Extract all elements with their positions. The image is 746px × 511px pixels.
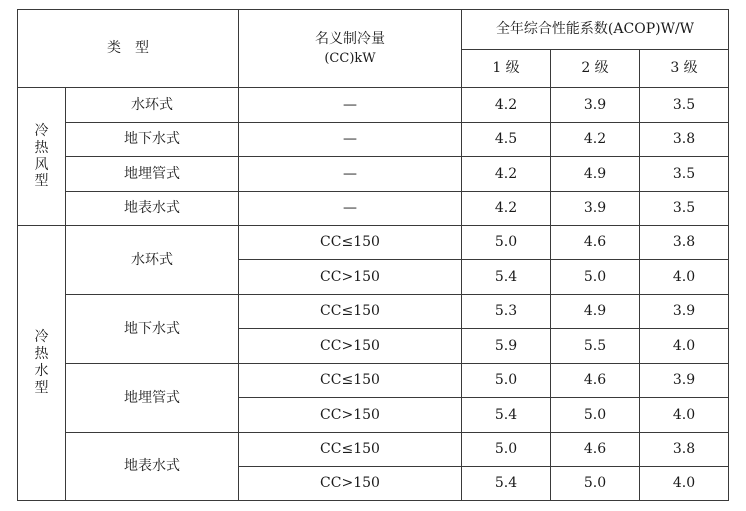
type-header: 类 型 xyxy=(18,10,239,88)
grade-3-cell: 3.9 xyxy=(640,364,729,398)
grade-1-cell: 5.9 xyxy=(462,329,551,364)
subtype-cell: 地下水式 xyxy=(66,123,239,157)
grade-1-cell: 4.2 xyxy=(462,157,551,192)
grade-2-cell: 4.9 xyxy=(551,157,640,192)
grade-2-cell: 4.9 xyxy=(551,295,640,329)
grade-3-cell: 3.9 xyxy=(640,295,729,329)
grade-2-cell: 3.9 xyxy=(551,88,640,123)
grade-2-cell: 5.0 xyxy=(551,467,640,501)
capacity-cell: — xyxy=(239,192,462,226)
grade-3-cell: 4.0 xyxy=(640,398,729,433)
capacity-cell: — xyxy=(239,157,462,192)
grade-2-cell: 5.5 xyxy=(551,329,640,364)
grade-3-cell: 4.0 xyxy=(640,329,729,364)
water-group-label: 冷 热 水 型 xyxy=(18,226,66,501)
grade-3-cell: 3.5 xyxy=(640,157,729,192)
subtype-cell: 水环式 xyxy=(66,226,239,295)
grade-1-cell: 5.4 xyxy=(462,467,551,501)
subtype-cell: 地埋管式 xyxy=(66,157,239,192)
capacity-cell: CC>150 xyxy=(239,467,462,501)
grade-2-cell: 3.9 xyxy=(551,192,640,226)
grade-1-cell: 5.4 xyxy=(462,398,551,433)
subtype-cell: 地表水式 xyxy=(66,192,239,226)
grade-1-cell: 5.0 xyxy=(462,364,551,398)
grade-1-cell: 5.0 xyxy=(462,226,551,260)
subtype-cell: 地下水式 xyxy=(66,295,239,364)
acop-table xyxy=(17,9,729,501)
table-row xyxy=(18,123,729,157)
header-row-1 xyxy=(18,10,729,50)
grade-1-cell: 4.5 xyxy=(462,123,551,157)
capacity-header-unit: (CC)kW xyxy=(324,50,376,66)
grade-3-cell: 4.0 xyxy=(640,260,729,295)
grade-2-cell: 4.2 xyxy=(551,123,640,157)
capacity-cell: — xyxy=(239,88,462,123)
grade-3-header: 3 级 xyxy=(640,50,729,88)
grade-1-header: 1 级 xyxy=(462,50,551,88)
capacity-cell: CC>150 xyxy=(239,260,462,295)
table-row xyxy=(18,192,729,226)
grade-1-cell: 4.2 xyxy=(462,88,551,123)
table-row xyxy=(18,226,729,260)
table-row xyxy=(18,157,729,192)
grade-2-cell: 4.6 xyxy=(551,226,640,260)
capacity-cell: CC≤150 xyxy=(239,433,462,467)
grade-2-cell: 5.0 xyxy=(551,260,640,295)
subtype-cell: 地表水式 xyxy=(66,433,239,501)
air-group-label: 冷 热 风 型 xyxy=(18,88,66,226)
grade-1-cell: 4.2 xyxy=(462,192,551,226)
grade-2-header: 2 级 xyxy=(551,50,640,88)
subtype-cell: 水环式 xyxy=(66,88,239,123)
table-row xyxy=(18,433,729,467)
capacity-cell: CC≤150 xyxy=(239,226,462,260)
capacity-cell: CC≤150 xyxy=(239,295,462,329)
grade-2-cell: 5.0 xyxy=(551,398,640,433)
grade-2-cell: 4.6 xyxy=(551,364,640,398)
grade-1-cell: 5.4 xyxy=(462,260,551,295)
table-row xyxy=(18,295,729,329)
capacity-cell: — xyxy=(239,123,462,157)
capacity-header-label: 名义制冷量 xyxy=(315,30,385,47)
subtype-cell: 地埋管式 xyxy=(66,364,239,433)
grade-3-cell: 3.5 xyxy=(640,88,729,123)
capacity-cell: CC>150 xyxy=(239,329,462,364)
grade-3-cell: 4.0 xyxy=(640,467,729,501)
grade-3-cell: 3.8 xyxy=(640,123,729,157)
grade-1-cell: 5.0 xyxy=(462,433,551,467)
table-row xyxy=(18,364,729,398)
grade-2-cell: 4.6 xyxy=(551,433,640,467)
grade-3-cell: 3.8 xyxy=(640,433,729,467)
grade-3-cell: 3.5 xyxy=(640,192,729,226)
acop-header: 全年综合性能系数(ACOP)W/W xyxy=(462,10,729,50)
capacity-cell: CC≤150 xyxy=(239,364,462,398)
table-row xyxy=(18,88,729,123)
grade-3-cell: 3.8 xyxy=(640,226,729,260)
capacity-header xyxy=(239,10,462,88)
grade-1-cell: 5.3 xyxy=(462,295,551,329)
capacity-cell: CC>150 xyxy=(239,398,462,433)
